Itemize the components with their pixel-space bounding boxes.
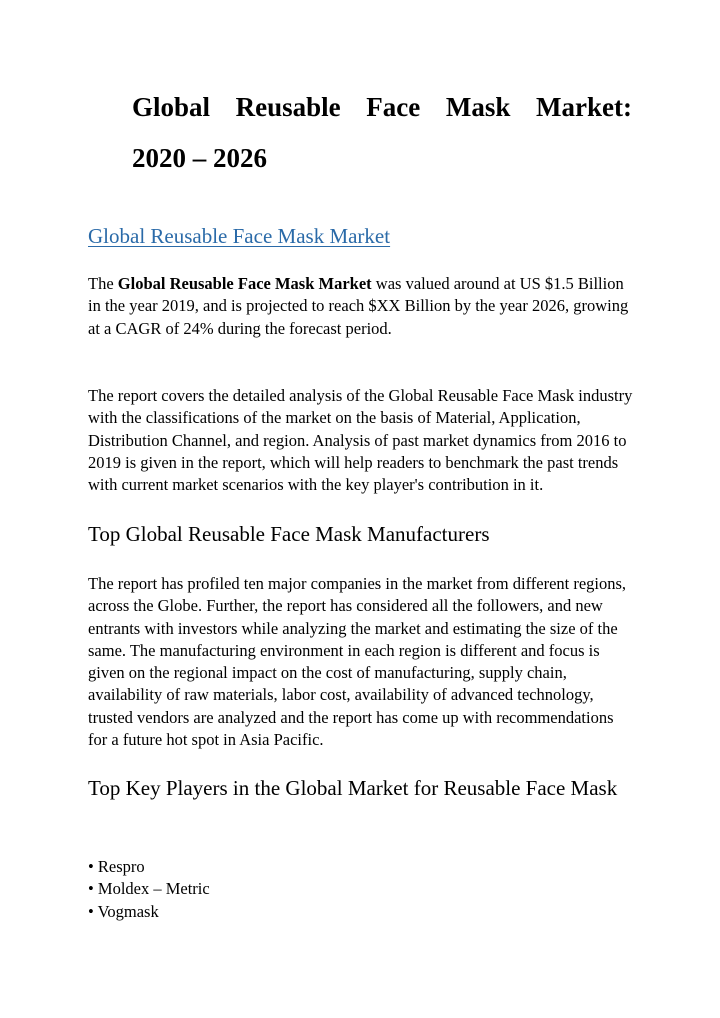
key-players-heading: Top Key Players in the Global Market for Reusable Face Mask bbox=[88, 776, 618, 800]
intro-bold-market-name: Global Reusable Face Mask Market bbox=[117, 274, 372, 293]
document-title-line-2: 2020 – 2026 bbox=[132, 143, 267, 173]
market-link-heading[interactable]: Global Reusable Face Mask Market bbox=[88, 224, 391, 248]
list-item: • Respro bbox=[88, 857, 145, 876]
manufacturers-heading: Top Global Reusable Face Mask Manufacturers bbox=[88, 522, 490, 546]
report-coverage-paragraph: The report covers the detailed analysis of the Global Reusable Face Mask industry with the classifications of the market on the basis of Material, Application, Distribution Channel, and region. Analysis of past market dynamics from 2016 to 2019 is given in the report, which will help readers to benchmark the past trends with current market scenarios with the key player's contribution in it. bbox=[88, 386, 633, 495]
intro-suffix: was valued around at US $1.5 Billion in the year 2019, and is projected to reach $XX Billion by the year 2026, growing at a CAGR of 24% during the forecast period. bbox=[88, 274, 629, 338]
list-item: • Vogmask bbox=[88, 901, 159, 921]
list-item: • Moldex – Metric bbox=[88, 879, 210, 899]
document-title bbox=[132, 82, 632, 184]
manufacturers-paragraph: The report has profiled ten major companies in the market from different regions, across the Globe. Further, the report has considered all the followers, and new entrants with investors while analyzing the market and estimating the size of the same. The manufacturing environment in each region is different and focus is given on the regional impact on the cost of manufacturing, supply chain, availability of raw materials, labor cost, availability of advanced technology, trusted vendors are analyzed and the report has come up with recommendations for a future hot spot in Asia Pacific. bbox=[88, 574, 627, 750]
key-players-list bbox=[88, 856, 210, 923]
intro-paragraph bbox=[88, 273, 636, 340]
document-title-line-1: Global Reusable Face Mask Market: bbox=[132, 92, 632, 122]
intro-prefix: The bbox=[88, 274, 118, 293]
